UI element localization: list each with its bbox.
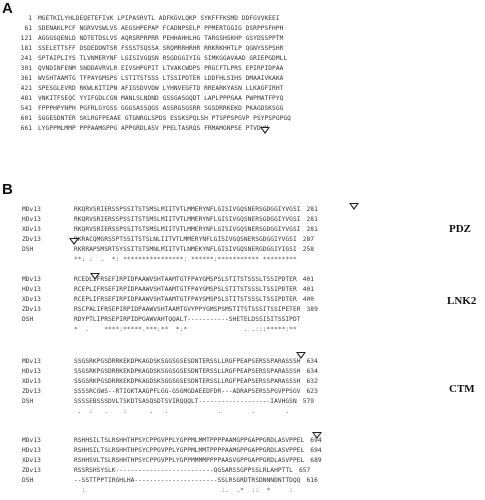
aligned-sequence: RCEPLIFRSEFIRPIDPAAWVSHTAAMTGTFPAYGMSPSLSTITSTSSSLTSSIPDTER bbox=[74, 296, 297, 303]
consensus-symbols: * . ****:*****.***:** *:* . .:::*****:** bbox=[74, 326, 297, 333]
alignment-row bbox=[22, 315, 318, 325]
alignment-row bbox=[22, 456, 322, 466]
residue-sequence: SDENAKLPCF NGRVVSWLVS AEGSHPEPAP FCADNPSELP PPMERTGGIG DSRPPSFHPH bbox=[38, 25, 284, 32]
residue-number: 421 bbox=[20, 85, 32, 92]
end-residue-number: 281 bbox=[306, 206, 318, 213]
sequence-row bbox=[10, 114, 291, 124]
panel-b-label: B bbox=[2, 181, 13, 198]
species-name: DSH bbox=[22, 398, 34, 405]
species-name: MDv13 bbox=[22, 276, 41, 283]
alignment-block bbox=[22, 436, 322, 496]
alignment-row bbox=[22, 466, 322, 476]
aligned-sequence: RSSRSHSYSLK--------------------------QGSARSSGPPSSLRLAHPTTL bbox=[74, 467, 293, 474]
alignment-row bbox=[22, 235, 318, 245]
aligned-sequence: RKRACQMGRSSPTSSITSTSLNLIITVTLMMERYNFLGISIVGQSNERSGDGGIYVGSI bbox=[74, 236, 297, 243]
sequence-row bbox=[10, 54, 291, 64]
alignment-row bbox=[22, 377, 318, 387]
residue-sequence: SSELETTSFF DSDEDDNTSR FSSSTSQSSA SRQMRRHRHR RRKRKHHTLP QGNYSSPSHR bbox=[38, 45, 284, 52]
end-residue-number: 694 bbox=[310, 437, 322, 444]
residue-number: 61 bbox=[24, 25, 32, 32]
end-residue-number: 689 bbox=[310, 457, 322, 464]
alignment-row bbox=[22, 367, 318, 377]
alignment-row bbox=[22, 205, 318, 215]
residue-sequence: LYGPPMLMMP PPPAAMGPPG APPGRDLASV PPELTASRQS FRMAMGNPSE PTVDVM bbox=[38, 125, 269, 132]
end-residue-number: 281 bbox=[306, 216, 318, 223]
end-residue-number: 623 bbox=[306, 388, 318, 395]
residue-number: 181 bbox=[20, 45, 32, 52]
species-name: ZDv13 bbox=[22, 467, 41, 474]
alignment-row bbox=[22, 275, 318, 285]
panel-b-alignment bbox=[22, 205, 442, 495]
alignment-block bbox=[22, 275, 318, 335]
residue-sequence: VNKITFSEQC YYIFGDLCGN MANLSLNDND GSSGASGQDT LAPLPPPGAA PWPMATFPYQ bbox=[38, 95, 284, 102]
species-name: HDv13 bbox=[22, 447, 41, 454]
species-name: DSH bbox=[22, 316, 34, 323]
consensus-row bbox=[22, 325, 318, 335]
residue-number: 481 bbox=[20, 95, 32, 102]
sequence-row bbox=[10, 64, 291, 74]
end-residue-number: 657 bbox=[298, 467, 311, 474]
sequence-row bbox=[10, 104, 291, 114]
end-residue-number: 694 bbox=[310, 447, 322, 454]
pdz-domain-label: PDZ bbox=[449, 223, 471, 235]
species-name: MDv13 bbox=[22, 358, 41, 365]
alignment-row bbox=[22, 215, 318, 225]
residue-number: 301 bbox=[20, 65, 32, 72]
alignment-row bbox=[22, 476, 322, 486]
species-name: MDv13 bbox=[22, 206, 41, 213]
residue-sequence: SGGESDNTER SKLRGFPEAAE GTGNRGLSPDS ESSKSPQLSH PTSPPSPGVP PSYPSPGPGQ bbox=[38, 115, 291, 122]
consensus-symbols: : :. .* :: * : bbox=[74, 487, 293, 494]
cleavage-marker-a2 bbox=[69, 238, 79, 245]
end-residue-number: 400 bbox=[302, 296, 315, 303]
alignment-row bbox=[22, 397, 318, 407]
residue-sequence: FPPPHPYNPH PGFRLGYGSS GGGSASSQGS ASSRGSGSRR SGSDRRKEKD PKAGDSKSGG bbox=[38, 105, 284, 112]
species-name: ZDv13 bbox=[22, 236, 41, 243]
residue-number: 121 bbox=[20, 35, 32, 42]
aligned-sequence: RSHHSVLTSLRSHHTHPSYCPPGVPPLYGPPMMMMPPPPAASVGPPGAPPGRDLASVPPEL bbox=[74, 457, 305, 464]
aligned-sequence: RKRRAPSMSRTSYSSITSTSMNLMIITVTLNMEKYNFLGISIVGQSNERGDGGIYIGSI bbox=[74, 246, 297, 253]
residue-sequence: AGGGSQENLD NDTETDSLVS AQRSRPRPRR PEHHAHHLHG TARGSHSKHP GSYDSSPPTM bbox=[38, 35, 284, 42]
alignment-row bbox=[22, 295, 318, 305]
consensus-row bbox=[22, 486, 322, 496]
end-residue-number: 258 bbox=[302, 246, 315, 253]
sequence-row bbox=[10, 34, 291, 44]
residue-number: 541 bbox=[20, 105, 32, 112]
sequence-row bbox=[10, 124, 291, 134]
alignment-block bbox=[22, 205, 318, 265]
alignment-row bbox=[22, 436, 322, 446]
residue-number: 661 bbox=[20, 125, 32, 132]
residue-sequence: QVNDINFENM SNDDAVRVLR EIVSHPGPIT LTVAKCWDPS PRGCFTLPRS EPIRPIDPAA bbox=[38, 65, 284, 72]
consensus-symbols: . : . : . . . . . bbox=[74, 408, 290, 415]
end-residue-number: 634 bbox=[306, 358, 318, 365]
residue-number: 241 bbox=[20, 55, 32, 62]
species-name: XDv13 bbox=[22, 378, 41, 385]
species-name: XDv13 bbox=[22, 457, 41, 464]
ctm-domain-label: CTM bbox=[449, 383, 475, 395]
species-name: HDv13 bbox=[22, 286, 41, 293]
aligned-sequence: RKQRVSRIERSSPSSITSTSMSLMIITVTLMMERYNFLGISIVGQSNERSGDGGIYVGSI bbox=[74, 216, 301, 223]
sequence-row bbox=[10, 14, 291, 24]
cleavage-marker-b1 bbox=[349, 203, 359, 210]
alignment-row bbox=[22, 305, 318, 315]
end-residue-number: 281 bbox=[306, 226, 318, 233]
alignment-row bbox=[22, 357, 318, 367]
lnk2-domain-label: LNK2 bbox=[447, 295, 477, 307]
sequence-row bbox=[10, 84, 291, 94]
species-name: DSH bbox=[22, 477, 34, 484]
panel-a-label: A bbox=[2, 0, 13, 17]
alignment-row bbox=[22, 225, 318, 235]
aligned-sequence: RDYPTLIPRSEPIRPIDPGAWVAHTQQALT-----------SHETELDSSISITSSIPDT bbox=[74, 316, 301, 323]
species-name: XDv13 bbox=[22, 296, 41, 303]
end-residue-number: 632 bbox=[306, 378, 318, 385]
aligned-sequence: RKQRVSRIERSSPSSITSTSMSLMIITVTLMMERYNFLGISIVGQSNERSGDGGIYVGSI bbox=[74, 226, 301, 233]
end-residue-number: 634 bbox=[306, 368, 318, 375]
sequence-row bbox=[10, 44, 291, 54]
species-name: MDv13 bbox=[22, 437, 41, 444]
aligned-sequence: RCEPLIFRSEFIRPIDPAAWVSHTAAMTGTFPAYGMSPSLSTITSTSSSLTSSIPDTER bbox=[74, 286, 297, 293]
species-name: HDv13 bbox=[22, 368, 41, 375]
cleavage-marker-b2 bbox=[90, 273, 100, 280]
residue-number: 1 bbox=[28, 15, 32, 22]
cleavage-marker-a1 bbox=[260, 127, 270, 134]
alignment-block bbox=[22, 357, 318, 417]
aligned-sequence: RCEDLIFRSEFIRPIDPAAWVSHTAAMTGTFPAYGMSPSLSTITSTSSSLTSSIPDTER bbox=[74, 276, 297, 283]
residue-sequence: SPESGLEVRD RKWLKITIPN AFIGSDVVDW LYHNVEGFTD RREARKYASN LLKAGFIRHT bbox=[38, 85, 284, 92]
end-residue-number: 616 bbox=[306, 477, 318, 484]
aligned-sequence: SSGSRKPGSDRRKEKDPKAGDSKSGGSGSESDNTERSSLLRGFPEAPSERSSPARASSSH bbox=[74, 368, 301, 375]
aligned-sequence: SSSSRCGWS--RTIGKTAAGPFLGG-GSGMGDAEEDFDR---ADRAPSERSSPGVPPSGV bbox=[74, 388, 301, 395]
residue-sequence: SPTAIPLIYS TLVNMERYNF LGISIVGQSN RSGDGGIYIG SIMKGGAVAAD GRIEPGDMLL bbox=[38, 55, 288, 62]
aligned-sequence: RSHHSILTSLRSHHTHPSYCPPGVPPLYGPPMLMMTPPPPAAMGPPGAPPGRDLASVPPEL bbox=[74, 437, 305, 444]
consensus-row bbox=[22, 255, 318, 265]
species-name: ZDv13 bbox=[22, 388, 41, 395]
aligned-sequence: SSGSRKPGSDRRKEKDPKAGDSKSGGSGSESDNTERSSLLRGFPEAPSERSSPARASSSH bbox=[74, 358, 301, 365]
end-residue-number: 579 bbox=[302, 398, 315, 405]
species-name: ZDv13 bbox=[22, 306, 41, 313]
aligned-sequence: RSCPALIFRSEPIRPIDPAAWVSHTAAMTGVYPPYGMSPSMSTITSTSSSITSSIPETER bbox=[74, 306, 301, 313]
aligned-sequence: --SSTTPPTIRGHLHA----------------------SSLRSGRDTRSDNNNDNTTDQQ bbox=[74, 477, 301, 484]
end-residue-number: 389 bbox=[306, 306, 318, 313]
species-name: HDv13 bbox=[22, 216, 41, 223]
alignment-row bbox=[22, 387, 318, 397]
species-name: XDv13 bbox=[22, 226, 41, 233]
alignment-row bbox=[22, 245, 318, 255]
sequence-row bbox=[10, 74, 291, 84]
residue-number: 361 bbox=[20, 75, 32, 82]
end-residue-number: 401 bbox=[302, 276, 315, 283]
aligned-sequence: SSSSEBSSSDVLTSKDTSASQSDTSVIRQQQLT-------------------IAVHGSN bbox=[74, 398, 297, 405]
aligned-sequence: RSHHSILTSLRSHHTHPSYCPPGVPPLYGPPMLMMTPPPPAAMGPPGAPPGRDLASVPPEL bbox=[74, 447, 305, 454]
cleavage-marker-b3 bbox=[296, 352, 306, 359]
residue-number: 601 bbox=[20, 115, 32, 122]
aligned-sequence: SSGSRKPGSDRRKEKDPKAGDSKSGGSGSESDNTERSSLLRGFPEAPSERSSPARASSSH bbox=[74, 378, 301, 385]
end-residue-number: 287 bbox=[302, 236, 315, 243]
end-residue-number: 401 bbox=[302, 286, 315, 293]
alignment-row bbox=[22, 446, 322, 456]
species-name: DSH bbox=[22, 246, 34, 253]
residue-sequence: MGETKILYHLDEQETEFIVK LPIPASRVTL ADFKGVLQKP SYKFFFKSMD DDFGVVKEEI bbox=[38, 15, 280, 22]
cleavage-marker-b4 bbox=[312, 432, 322, 439]
panel-a-sequence bbox=[10, 14, 291, 134]
aligned-sequence: RKQRVSRIERSSPSSITSTSMSLMIITVTLMMERYNFLGISIVGQSNERSGDGGIYVGSI bbox=[74, 206, 301, 213]
consensus-symbols: **: : . *: ****************: ******:*********** ********* bbox=[74, 256, 297, 263]
sequence-row bbox=[10, 24, 291, 34]
consensus-row bbox=[22, 407, 318, 417]
alignment-row bbox=[22, 285, 318, 295]
residue-sequence: WVSHTAAMTG TFPAYGMSPS LSTITSTSSS LTSSIPDTER LDDFHLSIHS DMAAIVKAKA bbox=[38, 75, 284, 82]
sequence-row bbox=[10, 94, 291, 104]
